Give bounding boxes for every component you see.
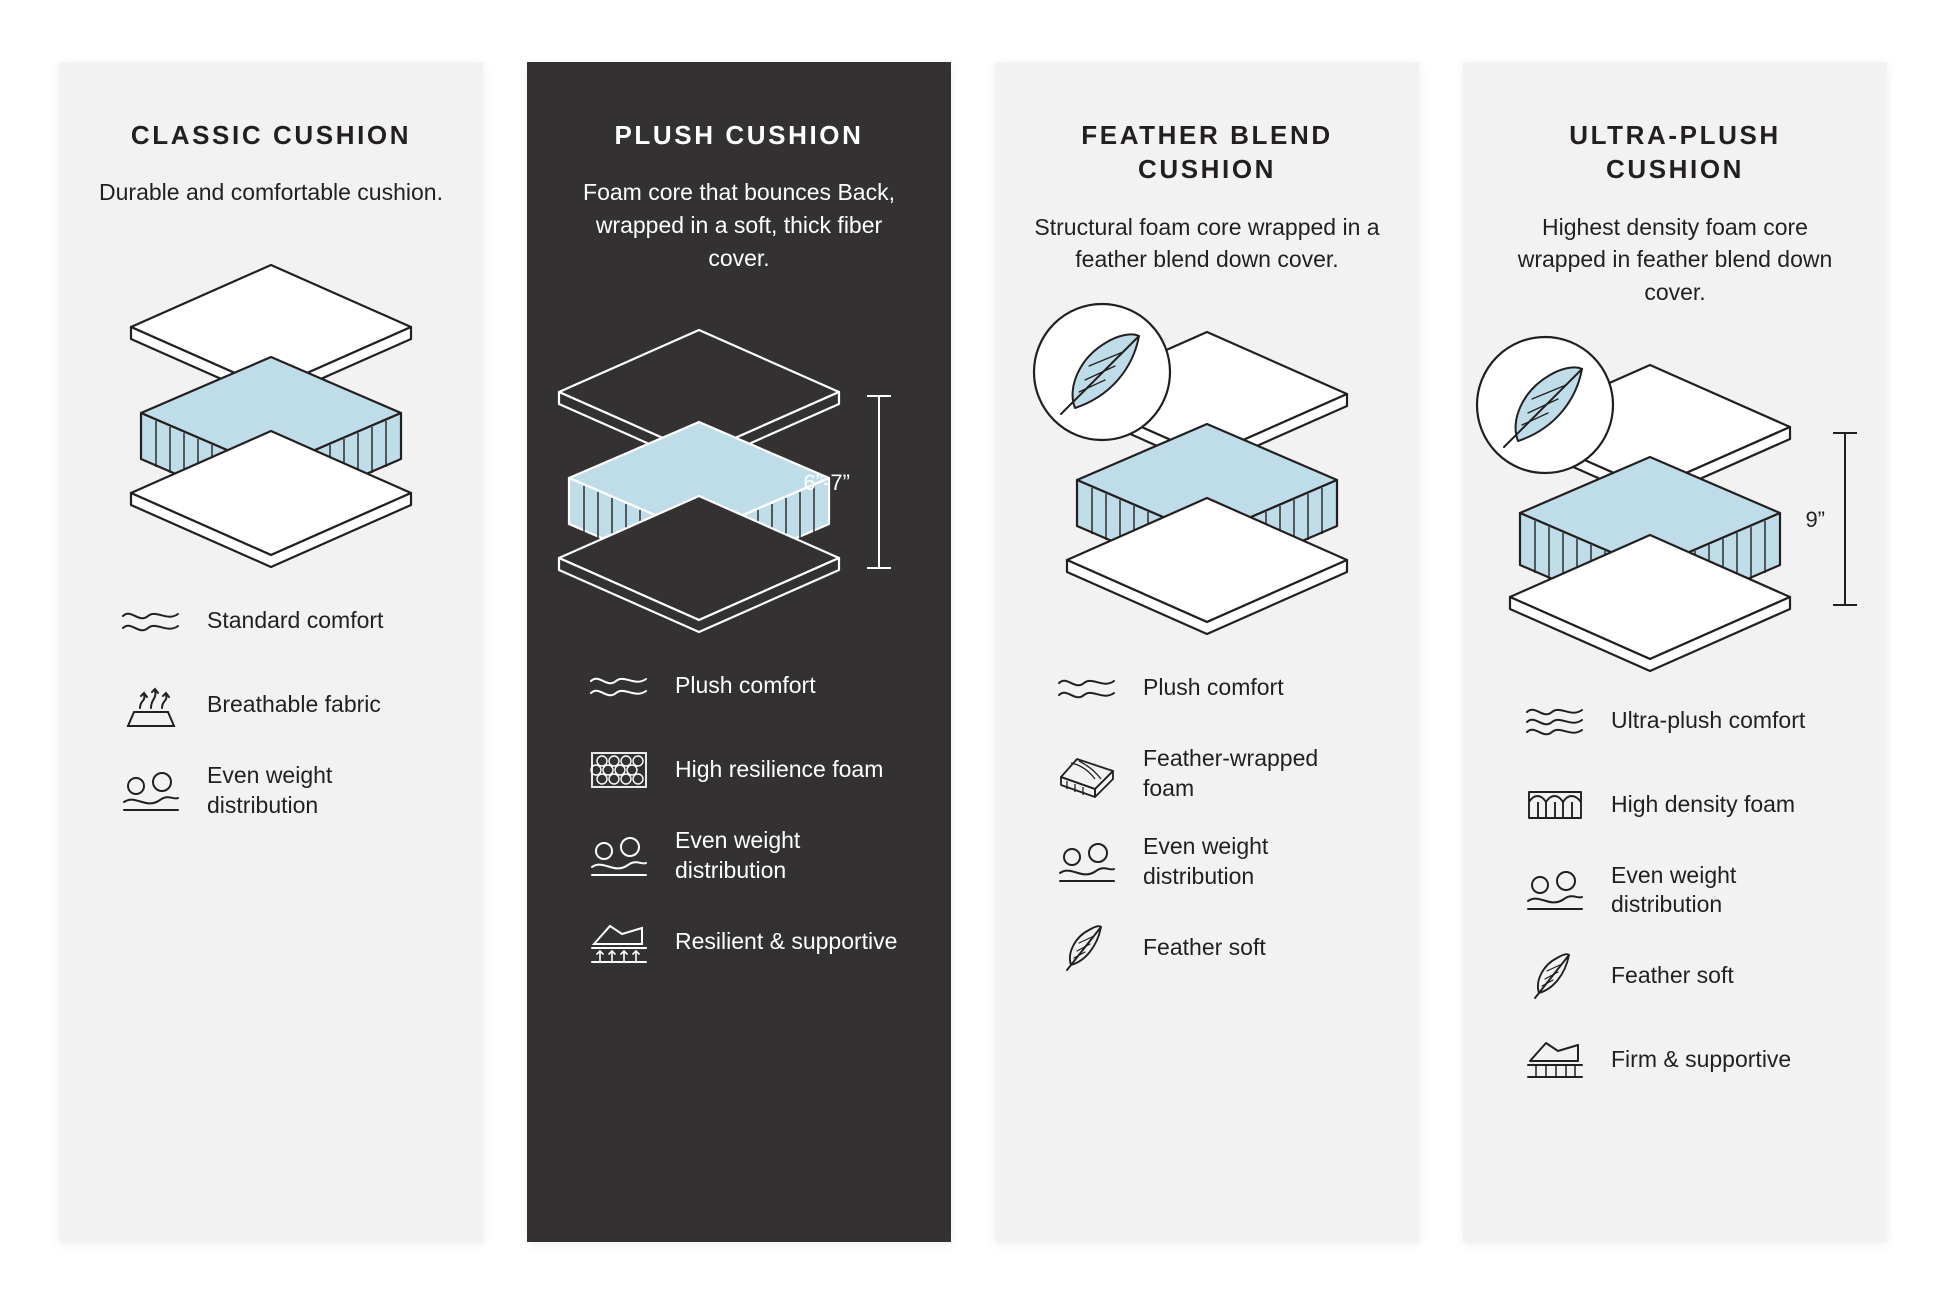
feature-label: Feather soft <box>1143 933 1266 960</box>
feature-item <box>1053 920 1383 976</box>
high-density-foam-icon <box>1521 777 1589 833</box>
feature-item <box>1053 832 1383 892</box>
cushion-diagram-ultra-plush <box>1499 335 1851 675</box>
weight-distribution-icon <box>585 828 653 884</box>
weight-distribution-icon <box>117 763 185 819</box>
feature-item <box>585 742 915 798</box>
weight-distribution-icon <box>1521 862 1589 918</box>
dimension-label: 6”-7” <box>803 470 850 496</box>
feature-label: High resilience foam <box>675 756 884 783</box>
feature-item <box>117 761 447 821</box>
feature-item <box>585 826 915 886</box>
feature-item <box>117 593 447 649</box>
feature-item <box>1521 777 1851 833</box>
feature-label: Standard comfort <box>207 607 384 634</box>
feather-wrapped-foam-icon <box>1053 746 1121 802</box>
feature-list <box>563 658 915 970</box>
wave-icon <box>585 658 653 714</box>
feature-item <box>1521 1032 1851 1088</box>
feature-label: Plush comfort <box>675 672 816 699</box>
card-description: Highest density foam core wrapped in feather blend down cover. <box>1517 213 1833 305</box>
weight-distribution-icon <box>1053 834 1121 890</box>
card-description: Structural foam core wrapped in a feather blend down cover. <box>1034 213 1380 273</box>
feature-item <box>1521 693 1851 749</box>
breathable-fabric-icon <box>117 677 185 733</box>
cushion-diagram-plush <box>563 300 915 640</box>
feature-item <box>1521 861 1851 921</box>
feature-label: Breathable fabric <box>207 691 381 718</box>
cushion-diagram-feather-blend <box>1031 302 1383 642</box>
feature-item <box>1053 660 1383 716</box>
cushion-diagram-classic <box>95 235 447 575</box>
feature-item <box>585 914 915 970</box>
cushion-card-classic <box>59 62 483 1242</box>
wave-icon <box>1521 693 1589 749</box>
card-description: Foam core that bounces Back, wrapped in a soft, thick fiber cover. <box>583 179 895 271</box>
wave-icon <box>117 593 185 649</box>
card-title: ULTRA-PLUSH CUSHION <box>1569 120 1781 185</box>
wave-icon <box>1053 660 1121 716</box>
card-title: CLASSIC CUSHION <box>130 120 412 150</box>
dimension-label: 9” <box>1805 506 1825 532</box>
cushion-card-plush <box>527 62 951 1242</box>
card-description: Durable and comfortable cushion. <box>99 179 443 206</box>
card-title: PLUSH CUSHION <box>614 120 864 150</box>
feature-item <box>117 677 447 733</box>
feature-label: Plush comfort <box>1143 673 1284 700</box>
feature-label: Feather soft <box>1611 962 1734 989</box>
feature-label: Even weight distribution <box>1611 861 1737 918</box>
feature-label: Even weight distribution <box>675 827 801 884</box>
honeycomb-foam-icon <box>585 742 653 798</box>
feature-label: Even weight distribution <box>1143 832 1269 889</box>
feature-label: Even weight distribution <box>207 761 333 818</box>
feature-item <box>585 658 915 714</box>
feature-item <box>1053 744 1383 804</box>
feature-label: Resilient & supportive <box>675 928 898 955</box>
cushion-card-feather-blend <box>995 62 1419 1242</box>
feature-label: High density foam <box>1611 790 1796 817</box>
cushion-card-ultra-plush <box>1463 62 1887 1242</box>
feature-list <box>1031 660 1383 976</box>
feather-icon <box>1521 948 1589 1004</box>
firm-support-icon <box>1521 1032 1589 1088</box>
feather-icon <box>1053 920 1121 976</box>
resilient-support-icon <box>585 914 653 970</box>
feature-label: Feather-wrapped foam <box>1143 744 1319 801</box>
feature-label: Firm & supportive <box>1611 1046 1792 1073</box>
feature-list <box>95 593 447 821</box>
feature-label: Ultra-plush comfort <box>1611 706 1806 733</box>
feature-list <box>1499 693 1851 1089</box>
card-title: FEATHER BLEND CUSHION <box>1081 120 1333 185</box>
feature-item <box>1521 948 1851 1004</box>
